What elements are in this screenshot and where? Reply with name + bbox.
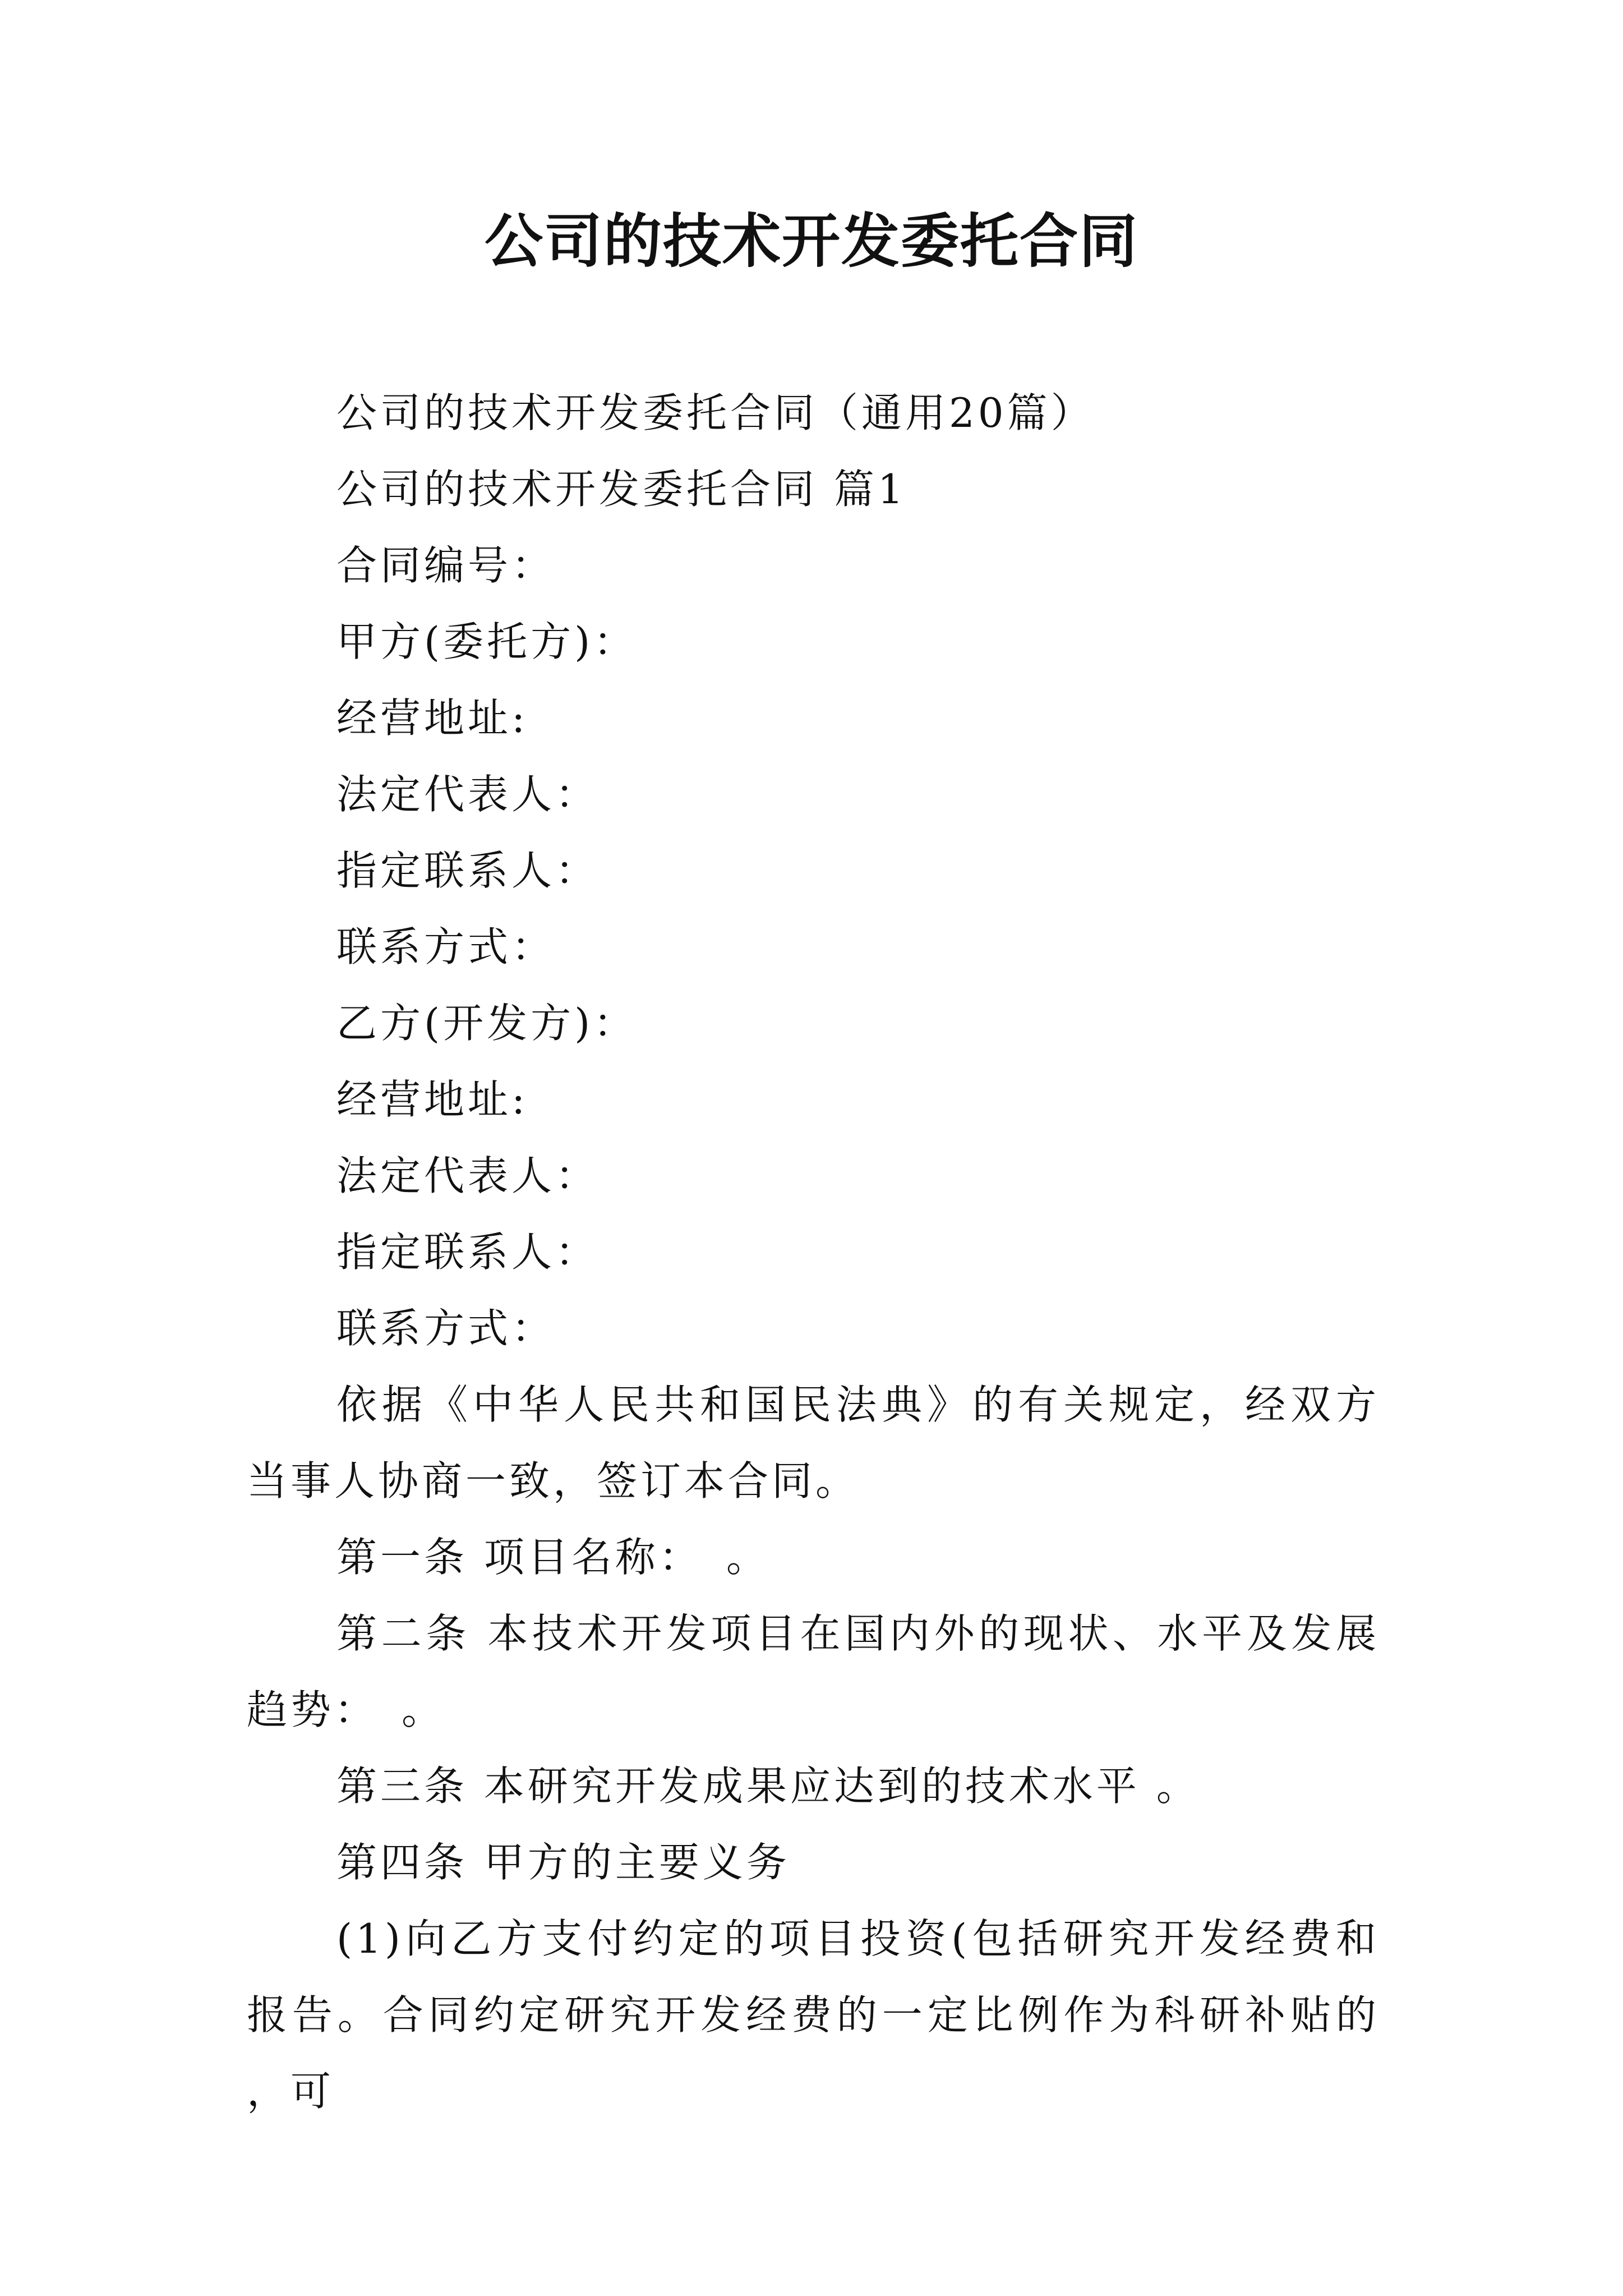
paragraph: 第三条 本研究开发成果应达到的技术水平 。 [336,1763,1200,1810]
paragraph: 乙方(开发方)： [336,1000,638,1047]
paragraph: (1)向乙方支付约定的项目投资(包括研究开发经费和报告。合同约定研究开发经费的一定比例作为科研补贴的，可 [247,1915,1380,2115]
document-body [247,375,1380,2129]
paragraph: 第一条 项目名称： 。 [336,1534,770,1581]
paragraph: 指定联系人： [336,1228,600,1276]
paragraph: 联系方式： [336,923,556,970]
paragraph: 合同编号： [336,542,556,589]
paragraph: 第二条 本技术开发项目在国内外的现状、水平及发展趋势： 。 [247,1610,1380,1733]
document-title: 公司的技术开发委托合同 [484,207,1138,275]
paragraph: 甲方(委托方)： [336,618,638,665]
paragraph: 公司的技术开发委托合同 篇1 [336,466,907,513]
paragraph: 联系方式： [336,1305,556,1352]
paragraph: 依据《中华人民共和国民法典》的有关规定，经双方当事人协商一致，签订本合同。 [247,1381,1380,1504]
paragraph: 公司的技术开发委托合同（通用20篇） [336,389,1095,436]
paragraph: 法定代表人： [336,771,600,818]
paragraph: 经营地址: [336,694,529,742]
paragraph: 经营地址: [336,1076,529,1123]
paragraph: 法定代表人： [336,1152,600,1199]
paragraph: 指定联系人： [336,847,600,894]
paragraph: 第四条 甲方的主要义务 [336,1839,790,1886]
